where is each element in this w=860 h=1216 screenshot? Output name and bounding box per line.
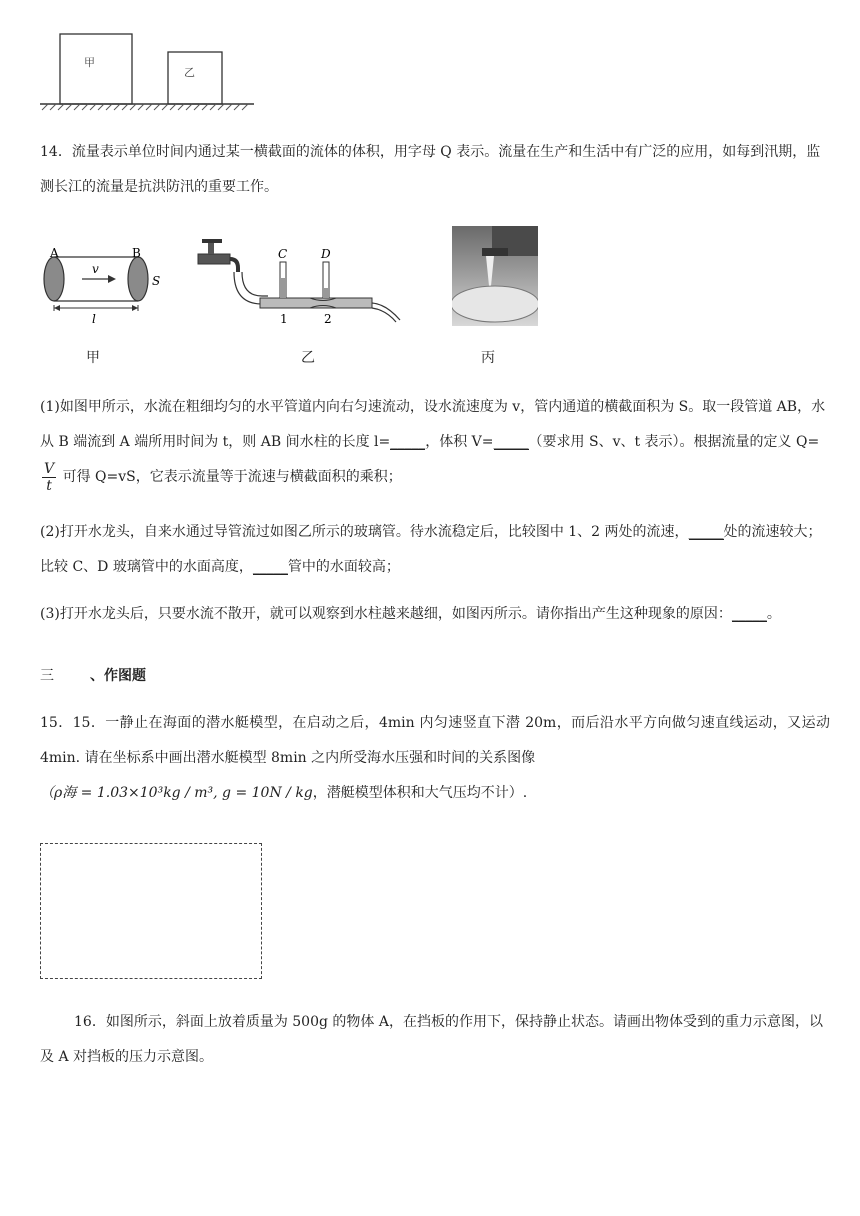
faucet-tube-figure-yi xyxy=(190,232,410,328)
label-s: S xyxy=(152,274,161,288)
label-1: 1 xyxy=(280,312,288,326)
drawing-answer-box[interactable] xyxy=(40,843,262,979)
blank-length[interactable]: _____ xyxy=(390,434,426,450)
water-stream-photo-bing xyxy=(452,226,538,326)
fraction-v-over-t: $\frac{V}{t}$ xyxy=(44,460,55,494)
label-v: v xyxy=(92,262,99,276)
caption-yi: 乙 xyxy=(301,350,315,366)
label-b: B xyxy=(132,246,141,260)
blank-volume[interactable]: _____ xyxy=(493,434,529,450)
blank-reason[interactable]: _____ xyxy=(731,606,767,622)
label-d: D xyxy=(321,247,331,261)
blank-higher-tube[interactable]: _____ xyxy=(252,559,288,575)
caption-bing: 丙 xyxy=(481,350,495,366)
label-a: A xyxy=(50,246,59,260)
boxes-on-ground-figure xyxy=(38,28,258,114)
q15-text: 15．15．一静止在海面的潜水艇模型，在启动之后，4min 内匀速竖直下潜 20m，而后沿水平方向做匀速直线运动，又运动 4min. 请在坐标系中画出潜水艇模型 8min 之内所受海水压强和时间的关系图像 （ρ海 = 1.03×10³kg / m³, g = 10N / kg，潜艇模型体积和大气压均不计）. xyxy=(40,715,830,801)
q14-part3: (3)打开水龙头后，只要水流不散开，就可以观察到水柱越来越细，如图丙所示。请你指出产生这种现象的原因：_____。 xyxy=(40,606,781,622)
caption-jia: 甲 xyxy=(86,350,100,366)
q14-part2: (2)打开水龙头，自来水通过导管流过如图乙所示的玻璃管。待水流稳定后，比较图中 1、2 两处的流速，_____处的流速较大；比较 C、D 玻璃管中的水面高度，_____管中的水面较高； xyxy=(40,524,822,575)
label-l: l xyxy=(92,312,96,325)
blank-faster-point[interactable]: _____ xyxy=(688,524,724,540)
box-a-label: 甲 xyxy=(84,56,95,69)
box-b-label: 乙 xyxy=(184,66,195,79)
pipe-figure-jia xyxy=(40,245,175,325)
q14-intro: 14．流量表示单位时间内通过某一横截面的流体的体积，用字母 Q 表示。流量在生产和生活中有广泛的应用，如每到汛期，监测长江的流量是抗洪防汛的重要工作。 xyxy=(40,144,821,195)
label-2: 2 xyxy=(324,312,332,326)
q15-formula: （ρ海 = 1.03×10³kg / m³, g = 10N / kg xyxy=(40,785,313,801)
section-heading: 三 、作图题 xyxy=(40,668,146,684)
q14-part1: (1)如图甲所示，水流在粗细均匀的水平管道内向右匀速流动，设水流速度为 v，管内通道的横截面积为 S。取一段管道 AB，水从 B 端流到 A 端所用时间为 t，则 AB 间水柱的长度 l=_____，体积 V=_____（要求用 S、v、t 表示）。根据流量的定义 Q= $\frac{V}{t}$ 可得 Q=vS，它表示流量等于流速与横截面积的乘积； xyxy=(40,399,826,494)
q16-text: 16．如图所示，斜面上放着质量为 500g 的物体 A，在挡板的作用下，保持静止状态。请画出物体受到的重力示意图，以及 A 对挡板的压力示意图。 xyxy=(40,1014,823,1065)
label-c: C xyxy=(278,247,288,261)
